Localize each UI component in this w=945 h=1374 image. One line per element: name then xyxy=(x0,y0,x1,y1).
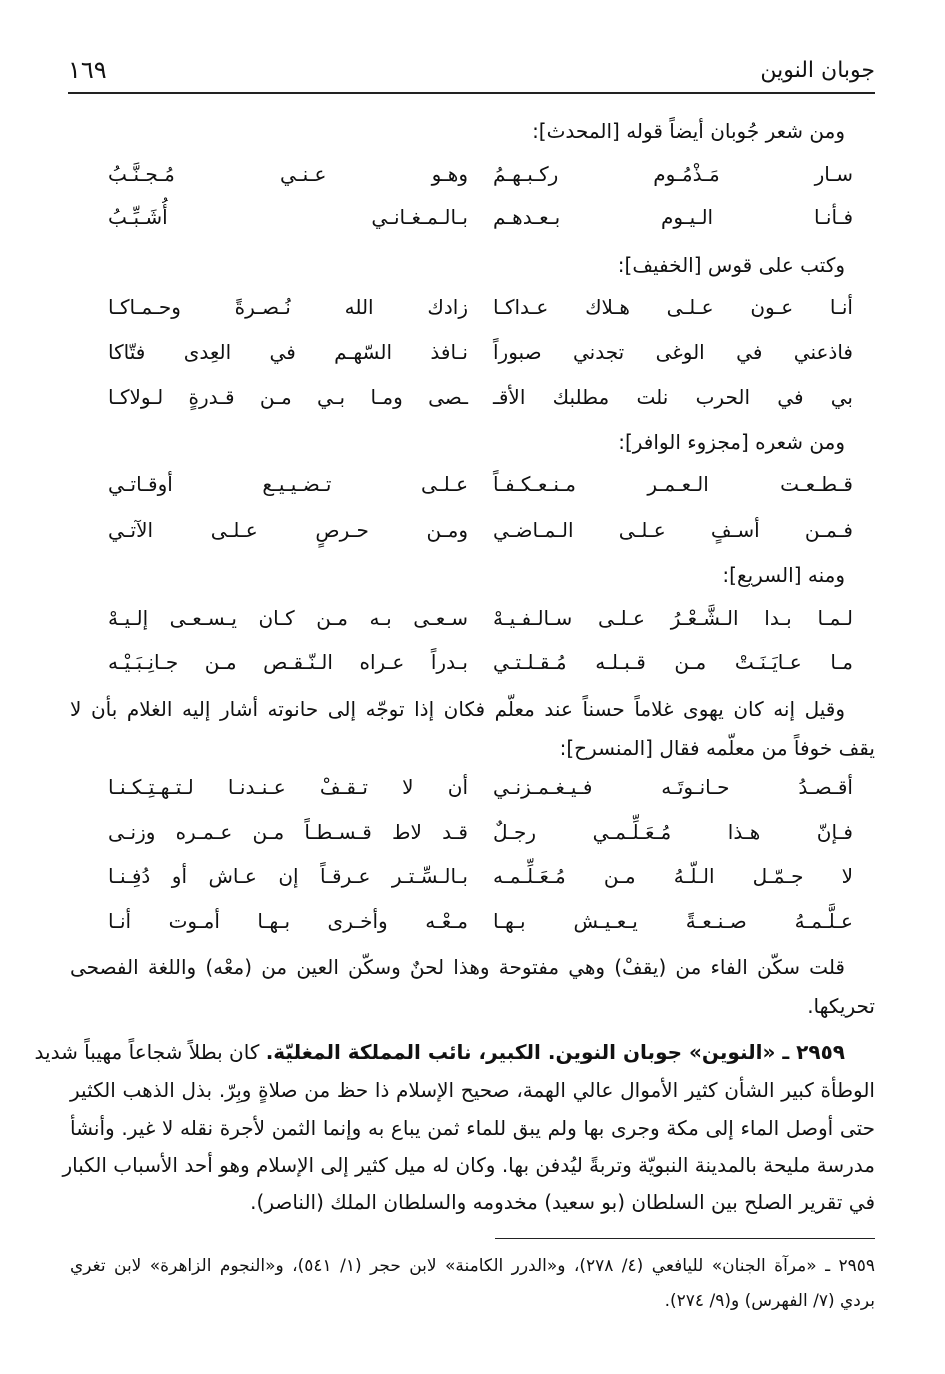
verse-second-hemistich: وهـو عـنـي مُـجـنَّـبُ xyxy=(108,162,468,186)
prose-line: في تقرير الصلح بين السلطان (بو سعيد) مخدومه والسلطان الملك (الناصر). xyxy=(250,1190,875,1214)
verse-second-hemistich: عـلـى تـضـيـيـع أوقـاتـي xyxy=(108,472,468,496)
verse-second-hemistich: سـعـى بـه مـن كـان يـسـعـى إلـيـهْ xyxy=(108,606,468,630)
prose-line: يقف خوفاً من معلّمه فقال [المنسرح]: xyxy=(559,736,875,760)
entry-text: كان بطلاً شجاعاً مهيباً شديد xyxy=(34,1040,260,1064)
verse-second-hemistich: بـالـسِّـتـر عـرقـاً إن عـاش أو دُفِـنـا xyxy=(108,864,468,888)
biography-first-line xyxy=(34,1038,845,1066)
verse-second-hemistich: أن لا تـقـفْ عـنـدنـا لـتـهـتِـكـنـا xyxy=(108,775,468,799)
verse-second-hemistich: ـصى ومـا بـي مـن قـدرةٍ لـولاكـا xyxy=(108,385,468,409)
verse-second-hemistich: بـدراً عـراه الـنّـقـص مـن جـانِـبَـيْـه xyxy=(108,650,468,674)
prose-line: قلت سكّن الفاء من (يقفْ) وهي مفتوحة وهذا لحنٌ وسكّن العين من (معْه) واللغة الفصحى xyxy=(70,955,845,979)
prose-line: تحريكها. xyxy=(807,994,875,1018)
footnote-line: ٢٩٥٩ ـ «مرآة الجنان» لليافعي (٤/ ٢٧٨)، و«الدرر الكامنة» لابن حجر (١/ ٥٤١)، و«النجوم الزاهرة» لابن تغري xyxy=(70,1256,875,1276)
page-number: ١٦٩ xyxy=(68,56,107,84)
running-title: جوبان النوين xyxy=(760,58,875,83)
footnote-separator xyxy=(495,1238,875,1239)
prose-line: الوطأة كبير الشأن كثير الأموال عالي الهمة، صحيح الإسلام ذا حظ من صلاةٍ وبِرّ. بذل الذهب الكثير xyxy=(70,1078,875,1102)
verse-second-hemistich: زادك الله نُـصـرةً وحـمـاكـا xyxy=(108,295,468,319)
verse-first-hemistich: أنـا عـون عـلـى هـلاك عـداكـا xyxy=(493,295,853,319)
verse-second-hemistich: مـعْـه وأخـرى بـهـا أمـوت أنـا xyxy=(108,909,468,933)
verse-first-hemistich: مـا عـايَـنَـتْ مـن قـبـلـه مُـقـلـتـي xyxy=(493,650,853,674)
footnote-line: بردي (٧/ الفهرس) و(٩/ ٢٧٤). xyxy=(664,1291,875,1311)
prose-line: مدرسة مليحة بالمدينة النبويّة وتربةً ليُدفن بها. وكان له ميل كثير إلى الإسلام وهو أحد الأسباب الكبار xyxy=(62,1153,875,1177)
verse-first-hemistich: فاذعني في الوغى تجدني صبوراً xyxy=(493,340,853,364)
verse-first-hemistich: فـإنّ هـذا مُـعَـلِّـمـي رجـلٌ xyxy=(493,820,853,844)
verse-first-hemistich: سـار مَـذْمُـوم ركـبـهـمُ xyxy=(493,162,853,186)
verse-first-hemistich: لـمـا بـدا الـشَّـعْـرُ عـلـى سـالـفـيـهْ xyxy=(493,606,853,630)
verse-first-hemistich: بي في الحرب نلت مطلبك الأقـ xyxy=(493,385,853,409)
prose-line: وقيل إنه كان يهوى غلاماً حسناً عند معلّم فكان إذا توجّه إلى حانوته أشار إليه الغلام بأن لا xyxy=(70,697,845,721)
verse-second-hemistich: بـالـمـغـانـي أُشَـبِّـبُ xyxy=(108,205,468,229)
poem-intro: ومن شعر جُوبان أيضاً قوله [المحدث]: xyxy=(532,119,845,143)
verse-first-hemistich: فـمـن أسـفٍ عـلـى الـمـاضـي xyxy=(493,518,853,542)
prose-line: حتى أوصل الماء إلى مكة وجرى بها ولم يبق للماء ثمن يباع به وإنما الثمن لأجرة نقله لا غير. وأنشأ xyxy=(70,1116,875,1140)
entry-heading: ٢٩٥٩ ـ «النوين» جوبان النوين. الكبير، نائب المملكة المغليّة. xyxy=(265,1040,845,1064)
verse-first-hemistich: عـلَّـمـهُ صـنـعـةً يـعـيـش بـهـا xyxy=(493,909,853,933)
poem-intro: ومن شعره [مجزوء الوافر]: xyxy=(618,430,845,454)
verse-second-hemistich: ومـن حـرصٍ عـلـى الآتـي xyxy=(108,518,468,542)
page-header xyxy=(68,50,875,94)
verse-first-hemistich: أقـصـدُ حـانـوتَـه فـيـغـمـزنـي xyxy=(493,775,853,799)
verse-first-hemistich: قـطـعـت الـعـمـر مـنـعـكـفـاً xyxy=(493,472,853,496)
verse-second-hemistich: نـافذ السّهـم في العِدى فتّاكا xyxy=(108,340,468,364)
verse-second-hemistich: قـد لاط قـسـطـاً مـن عـمـره وزنـى xyxy=(108,820,468,844)
verse-first-hemistich: فـأنـا الـيـوم بـعـدهـم xyxy=(493,205,853,229)
verse-first-hemistich: لا جـمّـل الـلّـهُ مـن مُـعَـلِّـمـه xyxy=(493,864,853,888)
poem-intro: ومنه [السريع]: xyxy=(722,563,845,587)
poem-intro: وكتب على قوس [الخفيف]: xyxy=(617,253,845,277)
